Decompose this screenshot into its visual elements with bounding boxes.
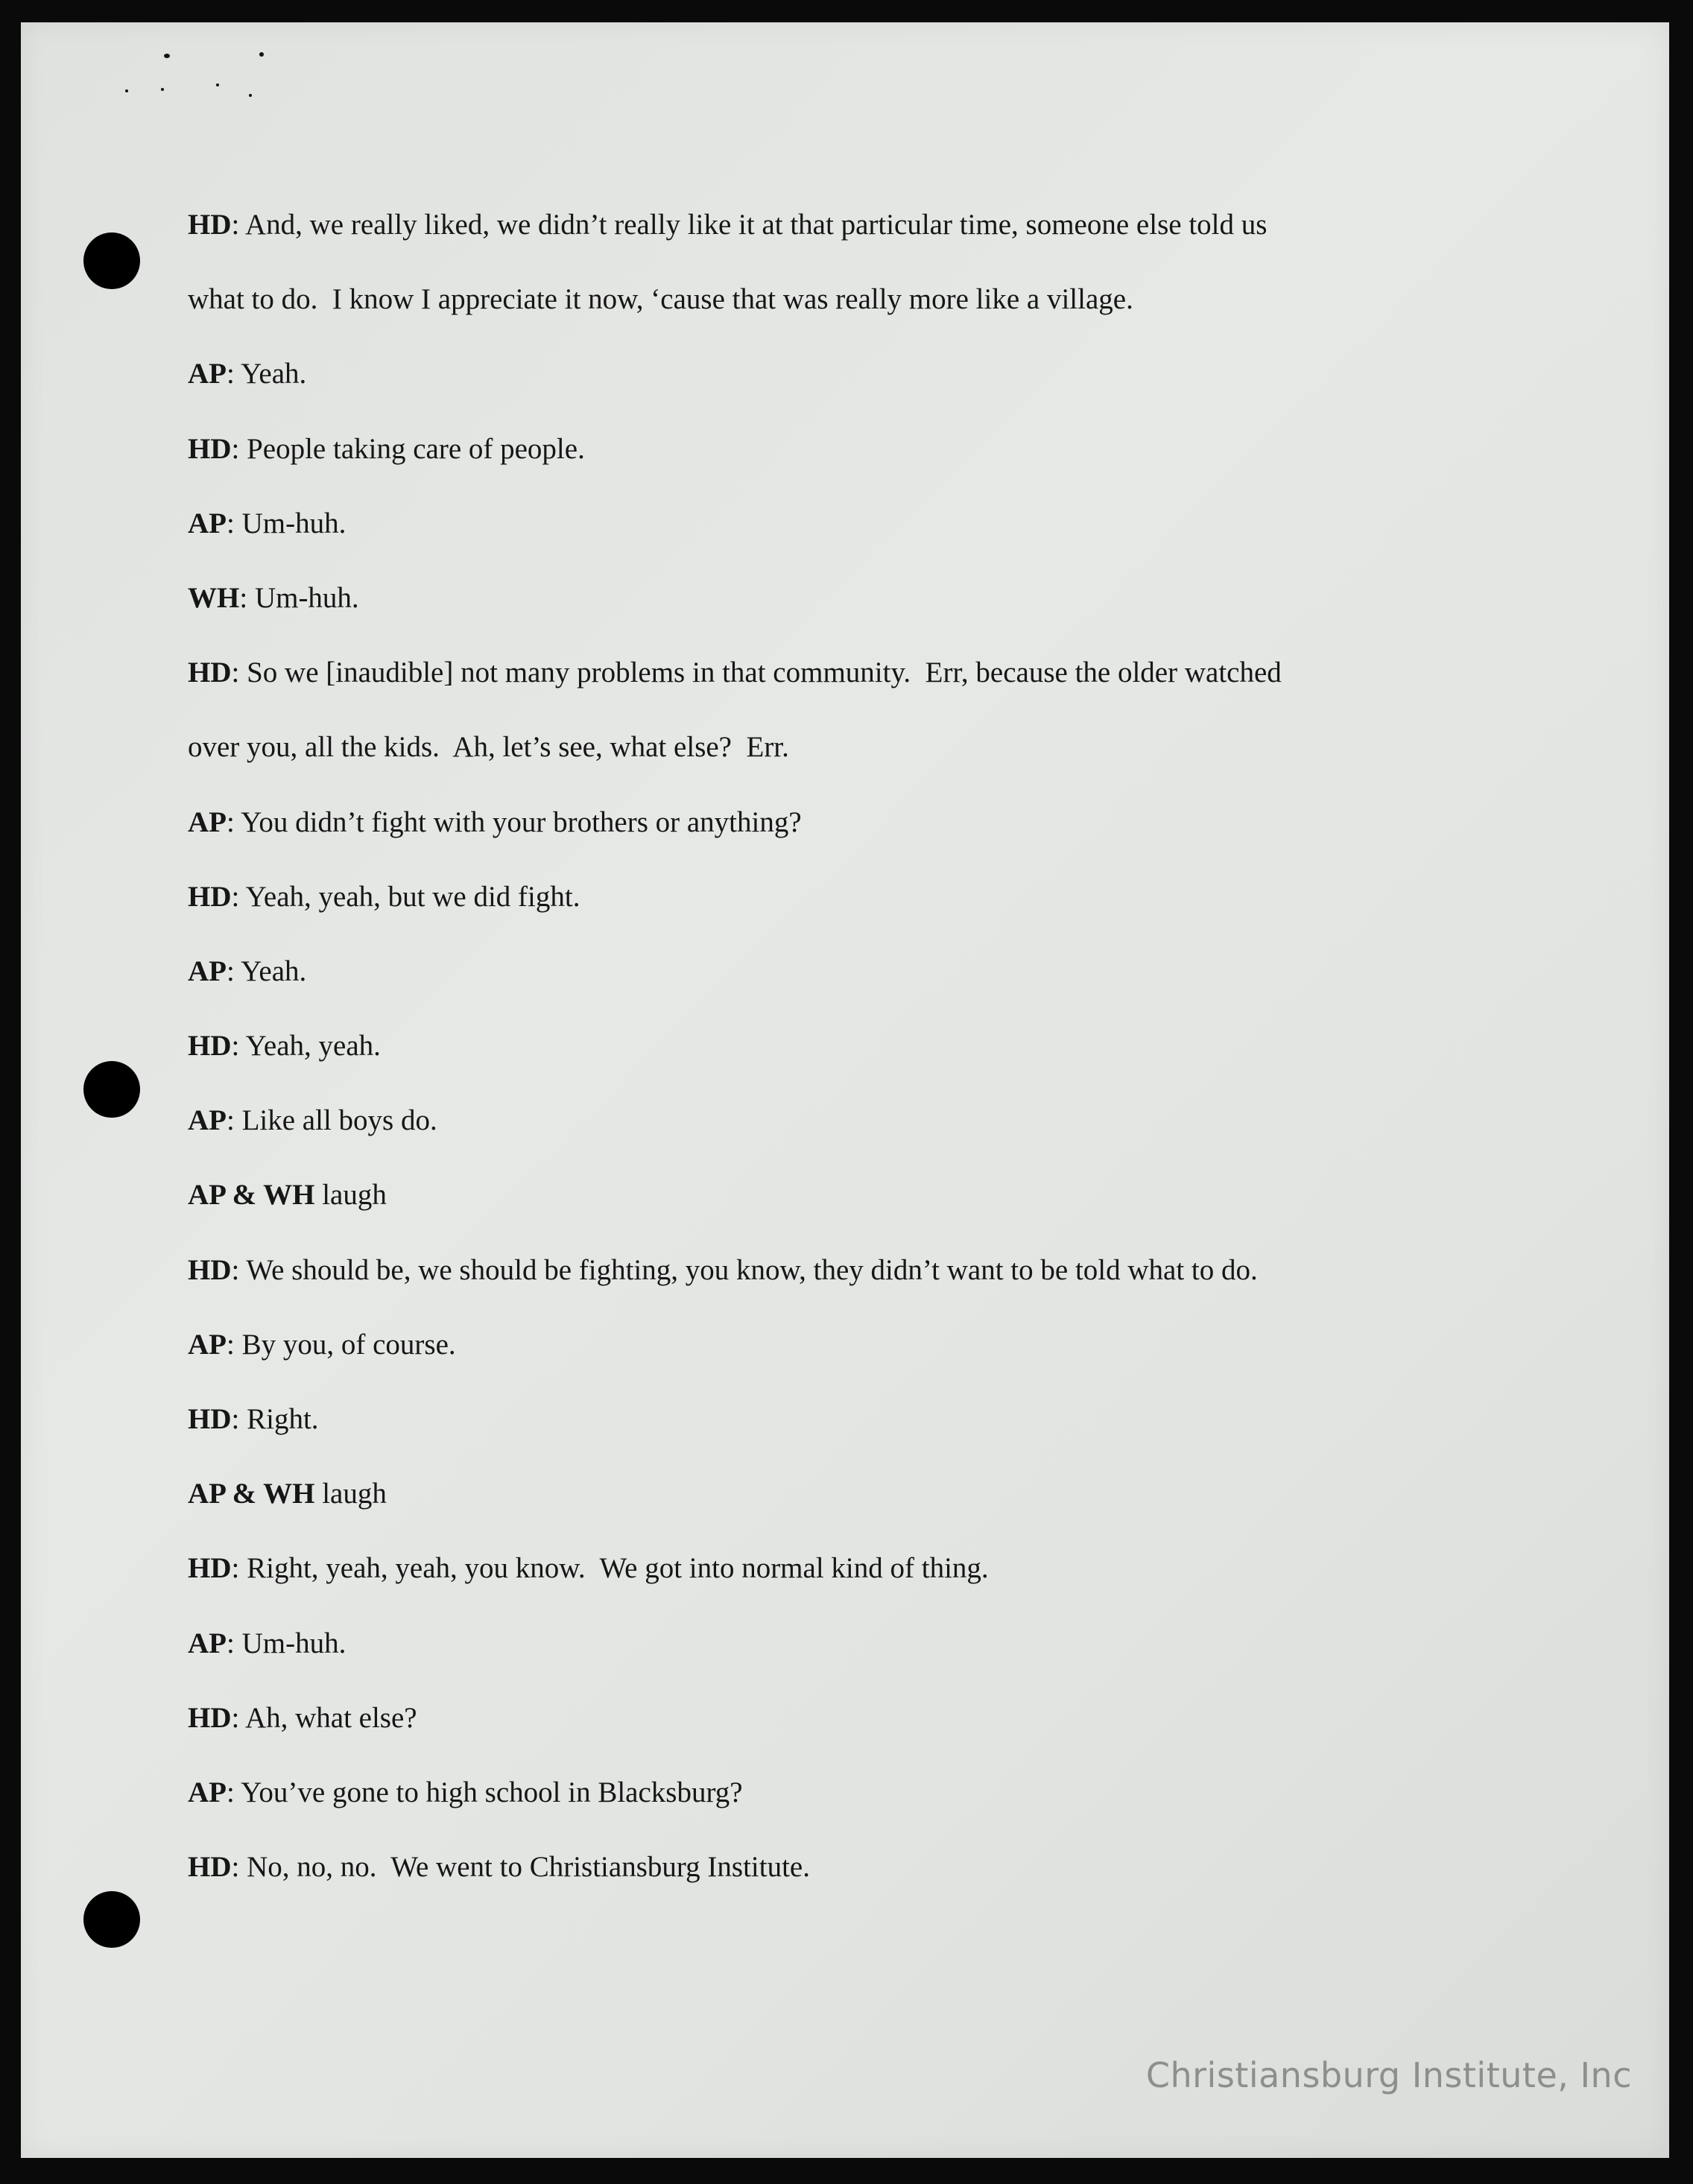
transcript-line [188,1700,1499,1775]
speaker-label: AP [188,1776,227,1808]
utterance-text: Yeah, yeah, but we did fight. [245,880,580,913]
ink-speck [161,88,164,91]
utterance-text: We should be, we should be fighting, you know, they didn’t want to be told what to do. [246,1253,1258,1286]
speaker-label: HD [188,432,232,465]
utterance-text: Yeah, yeah. [245,1030,381,1063]
ink-speck [249,94,252,97]
speaker-separator [314,1179,322,1211]
utterance-text: By you, of course. [241,1328,456,1361]
speaker-separator: : [227,955,241,987]
speaker-label: HD [188,1403,232,1435]
speaker-label: AP [188,1104,227,1137]
transcript-line [188,1253,1499,1327]
speaker-separator: : [231,1403,247,1435]
speaker-separator: : [231,1030,246,1063]
speaker-separator: : [227,1627,242,1659]
speaker-label: AP [188,955,227,987]
transcript-line [188,805,1499,879]
utterance-text: You didn’t fight with your brothers or anything? [241,805,802,838]
watermark-text: Christiansburg Institute, Inc [1145,2055,1632,2095]
utterance-text: Yeah. [241,358,307,390]
utterance-text: Um-huh. [241,1627,346,1659]
transcript-body [188,207,1499,1924]
speaker-separator: : [231,432,247,465]
ink-speck [164,54,170,58]
speaker-label: HD [188,656,232,689]
speaker-label: AP [188,358,227,390]
utterance-text: People taking care of people. [247,432,585,465]
transcript-line [188,207,1499,282]
speaker-label: WH [188,581,240,614]
transcript-line [188,1849,1499,1924]
transcript-line [188,1775,1499,1849]
speaker-label: AP [188,1627,227,1659]
utterance-text: laugh [322,1478,387,1510]
utterance-text: Ah, what else? [244,1701,417,1734]
utterance-text: Right, yeah, yeah, you know. We got into normal kind of thing. [247,1552,989,1585]
speaker-separator: : [231,209,245,241]
transcript-line [188,1028,1499,1103]
transcript-line [188,1476,1499,1551]
transcript-line [188,1626,1499,1700]
speaker-label: HD [188,1701,232,1734]
speaker-label: HD [188,209,232,241]
speaker-separator: : [231,1701,245,1734]
transcript-line [188,506,1499,580]
transcript-line [188,1551,1499,1625]
punch-hole-bottom [83,1891,140,1948]
speaker-label: HD [188,1030,232,1063]
ink-speck [216,83,219,86]
transcript-line [188,431,1499,506]
transcript-line [188,1402,1499,1476]
transcript-line [188,356,1499,431]
ink-speck [125,89,128,92]
speaker-label: HD [188,1851,232,1884]
utterance-text: Um-huh. [254,581,359,614]
transcript-line [188,879,1499,954]
speaker-label: AP [188,507,227,539]
speaker-label: AP [188,1328,227,1361]
utterance-text: over you, all the kids. Ah, let’s see, what else? Err. [188,731,789,764]
speaker-separator: : [231,656,247,689]
punch-hole-middle [83,1061,140,1118]
speaker-separator: : [227,1776,241,1808]
speaker-label: AP & WH [188,1478,315,1510]
utterance-text: what to do. I know I appreciate it now, ‘cause that was really more like a village. [188,283,1133,316]
utterance-text: Yeah. [241,955,307,987]
speaker-separator: : [227,507,242,539]
punch-hole-top [83,232,140,289]
speaker-label: AP & WH [188,1179,315,1212]
transcript-line-continuation [188,729,1499,804]
transcript-line [188,580,1499,655]
transcript-line-continuation [188,282,1499,356]
speaker-label: HD [188,1552,232,1585]
speaker-separator: : [231,1552,247,1585]
speaker-separator: : [231,1253,247,1286]
utterance-text: Like all boys do. [241,1104,437,1137]
speaker-separator: : [227,1104,242,1137]
transcript-line [188,655,1499,729]
speaker-separator [314,1478,322,1510]
ink-speck [259,52,264,57]
speaker-separator: : [231,880,246,913]
speaker-separator: : [227,358,241,390]
utterance-text: And, we really liked, we didn’t really like it at that particular time, someone else told us [244,209,1268,241]
utterance-text: So we [inaudible] not many problems in that community. Err, because the older watched [247,656,1282,689]
speaker-separator: : [231,1851,247,1884]
utterance-text: Um-huh. [241,507,346,539]
utterance-text: You’ve gone to high school in Blacksburg? [241,1776,743,1808]
speaker-label: AP [188,805,227,838]
utterance-text: No, no, no. We went to Christiansburg Institute. [247,1851,810,1884]
transcript-line [188,954,1499,1028]
speaker-label: HD [188,880,232,913]
utterance-text: Right. [247,1403,319,1435]
speaker-separator: : [239,581,255,614]
transcript-line [188,1327,1499,1402]
transcript-line [188,1103,1499,1177]
transcript-line [188,1177,1499,1252]
speaker-label: HD [188,1253,232,1286]
utterance-text: laugh [322,1179,387,1212]
speaker-separator: : [227,805,241,838]
speaker-separator: : [227,1328,242,1361]
